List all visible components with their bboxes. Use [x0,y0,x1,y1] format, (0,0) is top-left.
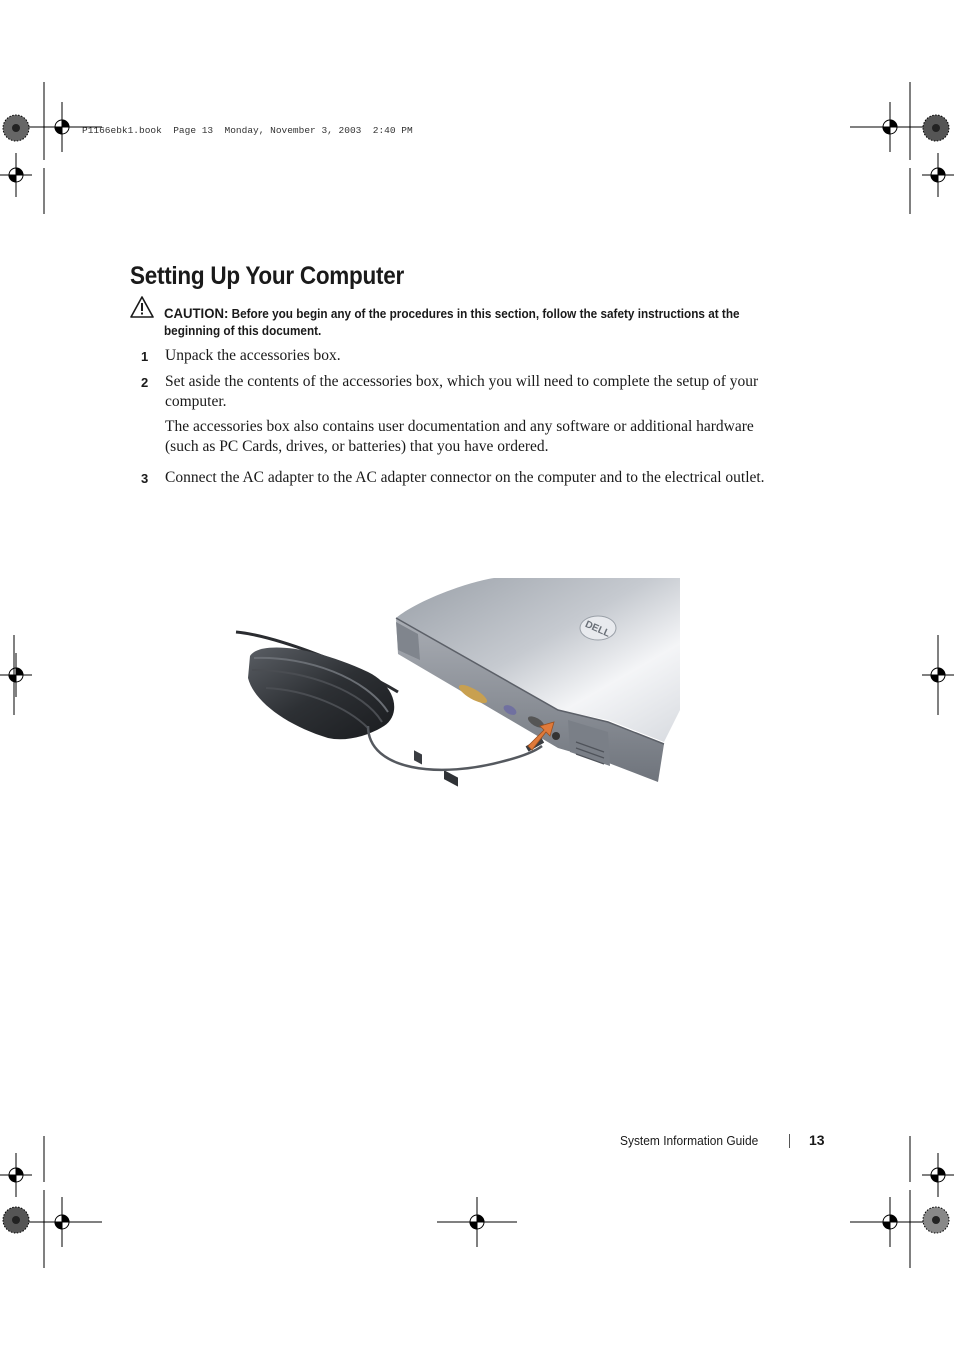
step-number-2: 2 [141,375,149,390]
step-text-2: Set aside the contents of the accessories box, which you will need to complete the setup of your computer. [165,373,759,410]
caution-notice [164,305,766,340]
page-number: 13 [809,1132,825,1148]
step-text-1: Unpack the accessories box. [165,347,341,364]
footer-guide-title: System Information Guide [620,1133,759,1148]
laptop-logo-text: DELL [583,619,612,640]
step-number-3: 3 [141,471,149,486]
warning-triangle-icon [130,296,154,318]
caution-text: Before you begin any of the procedures in this section, follow the safety instructions at the beginning of this document. [164,307,740,338]
step-text-3: Connect the AC adapter to the AC adapter connector on the computer and to the electrical outlet. [165,469,765,486]
page-title: Setting Up Your Computer [130,262,404,290]
footer-separator [789,1134,790,1148]
caution-label: CAUTION: [164,305,229,321]
step-2-note: The accessories box also contains user documentation and any software or additional hardware (such as PC Cards, drives, or batteries) that you have ordered. [165,418,754,455]
print-slug-line: P1166ebk1.book Page 13 Monday, November 3, 2003 2:40 PM [82,125,413,136]
ac-adapter-connection-illustration [218,530,680,810]
step-number-1: 1 [141,349,149,364]
